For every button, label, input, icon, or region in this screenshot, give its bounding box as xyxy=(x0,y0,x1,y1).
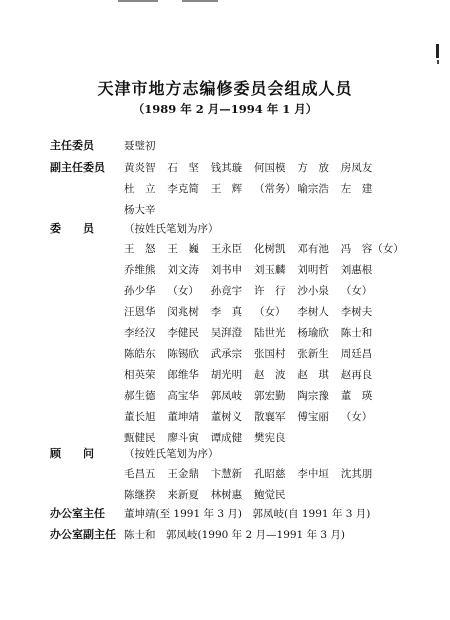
page-subtitle: （1989 年 2 月—1994 年 1 月） xyxy=(132,102,318,116)
person-name: 胡光明 xyxy=(210,369,243,381)
person-name: 赵再良 xyxy=(340,369,373,381)
members-note: （按姓氏笔划为序） xyxy=(124,223,219,235)
person-name: 陶宗豫 xyxy=(297,390,329,402)
person-name: 李中垣 xyxy=(297,468,329,480)
person-note: （女） xyxy=(340,285,373,297)
person-note: （常务） xyxy=(254,183,297,195)
person-name: 李健民 xyxy=(167,327,199,339)
person-name: 陈士和 xyxy=(340,327,373,339)
person-name: 毛昌五 xyxy=(124,468,156,480)
person-name: 林树惠 xyxy=(210,489,243,501)
person-name: 董树义 xyxy=(210,411,243,423)
person-name: 李克简 xyxy=(167,183,199,195)
label-office-vice-director xyxy=(50,526,114,542)
section-label: 委 员 xyxy=(50,222,94,235)
person-name: 何国模 xyxy=(254,162,286,174)
person-name: 王 怒 xyxy=(124,243,156,255)
person-name: 谭成健 xyxy=(210,432,243,444)
person-name: 郎维华 xyxy=(167,369,199,381)
person-note: （女） xyxy=(340,411,373,423)
person-name: 张新生 xyxy=(297,348,329,360)
person-name: 赵 波 xyxy=(254,369,286,381)
scan-edge-mark xyxy=(436,44,439,58)
person-name: 房凤友 xyxy=(340,162,373,174)
person-name: 杜 立 xyxy=(124,183,156,195)
person-name: 闵兆树 xyxy=(167,306,199,318)
person-name: 刘玉麟 xyxy=(254,264,286,276)
person-name: 吴湃澄 xyxy=(210,327,243,339)
scan-edge-mark xyxy=(437,60,439,64)
vice-director-row xyxy=(124,160,381,175)
scan-artifact xyxy=(118,0,158,2)
person-name: 方 放 xyxy=(297,162,329,174)
members-row xyxy=(124,325,381,340)
person-name: 赵 琪 xyxy=(297,369,329,381)
person-name: 武承宗 xyxy=(210,348,243,360)
person-name: 李 真 xyxy=(210,306,243,318)
person-name: 郭宏勤 xyxy=(254,390,286,402)
section-label: 办公室副主任 xyxy=(50,528,116,541)
members-row xyxy=(124,283,381,298)
person-name: 甄健民 xyxy=(124,432,156,444)
label-director xyxy=(50,137,114,153)
person-name: 陈锡欣 xyxy=(167,348,199,360)
person-name: 刘书申 xyxy=(210,264,243,276)
person-name: 刘明哲 xyxy=(297,264,329,276)
section-label: 办公室主任 xyxy=(50,507,105,520)
person-name: 王 巍 xyxy=(167,243,199,255)
label-office-director xyxy=(50,505,114,521)
person-name: 散襄军 xyxy=(254,411,286,423)
label-advisors xyxy=(50,445,114,461)
person-name: 高宝华 xyxy=(167,390,199,402)
person-name: 钱其璇 xyxy=(210,162,243,174)
person-name: 樊宪良 xyxy=(254,432,286,444)
person-name: 孙少华 xyxy=(124,285,156,297)
person-name: 相英荣 xyxy=(124,369,156,381)
office-director-text: 董坤靖(至 1991 年 3 月) 郭凤岐(自 1991 年 3 月) xyxy=(124,508,371,520)
person-name: 乔维熊 xyxy=(124,264,156,276)
office-vice-director-text: 陈士和 郭凤岐(1990 年 2 月—1991 年 3 月) xyxy=(124,529,346,541)
person-name: 王金鼎 xyxy=(167,468,199,480)
section-label: 副主任委员 xyxy=(50,161,105,174)
section-label: 顾 问 xyxy=(50,447,94,460)
person-name: 杨大辛 xyxy=(124,204,156,216)
members-row xyxy=(124,409,381,424)
scan-artifact xyxy=(182,0,218,2)
person-name: 廖斗寅 xyxy=(167,432,199,444)
person-name: 孙竟宇 xyxy=(210,285,243,297)
person-name: 刘文涛 xyxy=(167,264,199,276)
members-row xyxy=(124,241,404,256)
person-name: 李树人 xyxy=(297,306,329,318)
members-row xyxy=(124,346,381,361)
vice-director-row xyxy=(124,181,381,196)
person-name: 喻宗浩 xyxy=(297,183,329,195)
person-name: 张国村 xyxy=(254,348,286,360)
person-name: 邓有池 xyxy=(297,243,329,255)
director-names xyxy=(124,138,164,153)
person-name: 周廷昌 xyxy=(340,348,373,360)
person-name: 杨瑜欣 xyxy=(297,327,329,339)
person-name: 许 行 xyxy=(254,285,286,297)
person-name: 黄炎智 xyxy=(124,162,156,174)
person-name: 董 瑛 xyxy=(340,390,373,402)
person-name: 鲍觉民 xyxy=(254,489,286,501)
page-title: 天津市地方志编修委员会组成人员 xyxy=(97,79,353,98)
members-row xyxy=(124,262,381,277)
section-label: 主任委员 xyxy=(50,139,94,152)
person-name: 李树夫 xyxy=(340,306,373,318)
person-name: 石 坚 xyxy=(167,162,199,174)
person-name: 董坤靖 xyxy=(167,411,199,423)
person-name: 郭凤岐 xyxy=(210,390,243,402)
person-name: 王 辉 xyxy=(210,183,243,195)
members-row xyxy=(124,367,381,382)
advisors-row xyxy=(124,466,381,481)
person-name: 陆世光 xyxy=(254,327,286,339)
person-name: 傅宝丽 xyxy=(297,411,329,423)
person-name: 汪恩华 xyxy=(124,306,156,318)
members-row xyxy=(124,388,381,403)
label-vice-director xyxy=(50,159,114,175)
person-name: 左 建 xyxy=(340,183,373,195)
person-name: 董长旭 xyxy=(124,411,156,423)
person-name: 刘惠根 xyxy=(340,264,373,276)
advisors-note: （按姓氏笔划为序） xyxy=(124,448,219,460)
person-name: 沈其朋 xyxy=(340,468,373,480)
person-note: （女） xyxy=(254,306,286,318)
person-name: 王永臣 xyxy=(210,243,243,255)
advisors-row xyxy=(124,487,294,502)
person-name: 化树凯 xyxy=(254,243,286,255)
person-note: （女） xyxy=(167,285,199,297)
person-name: 来新夏 xyxy=(167,489,199,501)
person-name: 聂璧初 xyxy=(124,140,156,152)
vice-director-row xyxy=(124,202,164,217)
person-name: 孔昭慈 xyxy=(254,468,286,480)
person-name: 冯 容（女） xyxy=(340,243,404,255)
person-name: 李经汉 xyxy=(124,327,156,339)
members-row xyxy=(124,304,381,319)
label-members xyxy=(50,220,114,236)
person-name: 卞慧新 xyxy=(210,468,243,480)
members-row xyxy=(124,430,294,445)
person-name: 陈继揆 xyxy=(124,489,156,501)
person-name: 陈皓东 xyxy=(124,348,156,360)
person-name: 郝生德 xyxy=(124,390,156,402)
person-name: 沙小泉 xyxy=(297,285,329,297)
